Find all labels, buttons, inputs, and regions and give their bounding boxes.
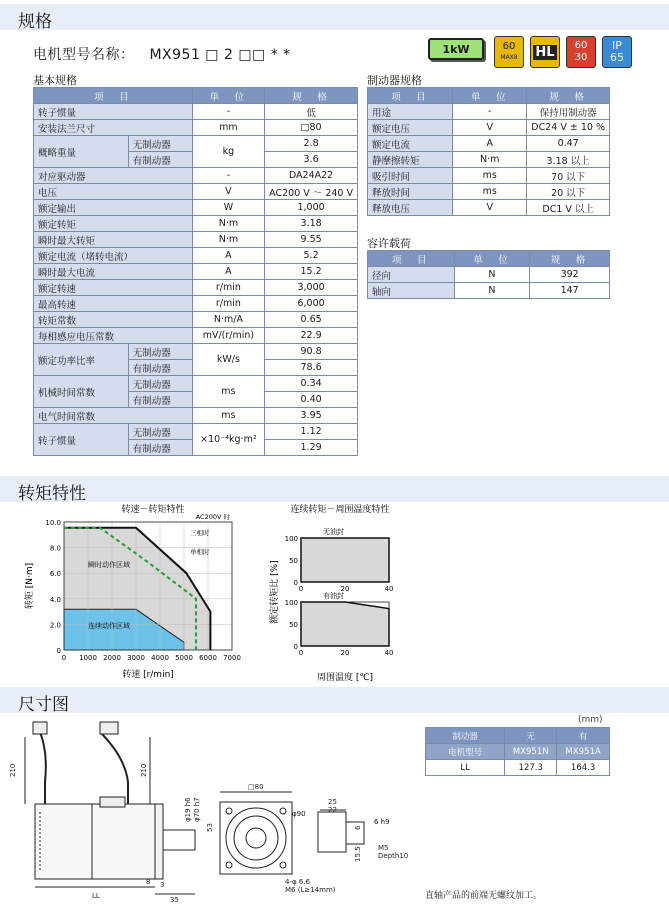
dims-cell: 127.3: [505, 760, 557, 776]
row-label: 机械时间常数: [34, 376, 129, 408]
row-label: 电气时间常数: [34, 408, 193, 424]
x-tick-label: 0: [298, 585, 304, 593]
row-value: DC1 V 以上: [527, 200, 610, 216]
header-item: 项 目: [368, 251, 455, 267]
row-value: DC24 V ± 10 %: [527, 120, 610, 136]
row-sublabel: 有制动器: [128, 440, 192, 456]
panel-label: 有油封: [323, 592, 344, 600]
row-value: 20 以下: [527, 184, 610, 200]
row-label: 径向: [368, 267, 455, 283]
row-value: DA24A22: [265, 168, 358, 184]
row-value: 78.6: [265, 360, 358, 376]
dim-8: 8: [146, 878, 151, 886]
chart1-ylabel: 转矩 [N·m]: [25, 562, 35, 610]
encoder-connector: [100, 722, 118, 734]
row-label: 额定转速: [34, 280, 193, 296]
dim-210-a: 210: [9, 763, 17, 777]
table-row: [34, 168, 358, 184]
panel-label: 无油封: [323, 528, 344, 536]
row-unit: V: [453, 120, 527, 136]
flange: [155, 804, 163, 879]
row-value: 392: [530, 267, 610, 283]
y-tick-label: 100: [284, 599, 298, 607]
dim-15-5: 15.5: [354, 846, 362, 862]
row-sublabel: 无制动器: [128, 344, 192, 360]
frequency-icon: [566, 36, 596, 68]
table-row: [368, 136, 610, 152]
row-value: AC200 V ～ 240 V: [265, 184, 358, 200]
x-tick-label: 20: [340, 649, 350, 657]
chart2-title: 连续转矩－周围温度特性: [290, 505, 390, 515]
table-row: [368, 152, 610, 168]
row-unit: N·m: [453, 152, 527, 168]
temp-torque-chart: [265, 500, 415, 685]
row-unit: N·m/A: [192, 312, 264, 328]
y-tick-label: 0: [293, 579, 298, 587]
header-spec: 规 格: [265, 88, 358, 104]
load-spec-title: 容许载荷: [367, 237, 411, 250]
row-unit: ms: [192, 408, 264, 424]
table-row: [368, 168, 610, 184]
row-unit: V: [192, 184, 264, 200]
x-tick-label: 5000: [175, 654, 193, 662]
row-value: 0.47: [527, 136, 610, 152]
y-tick-label: 2.0: [49, 621, 61, 630]
x-tick-label: 1000: [79, 654, 97, 662]
x-tick-label: 2000: [103, 654, 121, 662]
row-value: 6,000: [265, 296, 358, 312]
dims-header-1: 无: [505, 728, 557, 744]
dim-depth: Depth10: [378, 852, 409, 860]
table-row: [368, 120, 610, 136]
dim-sq80: □80: [248, 783, 264, 791]
row-unit: A: [192, 264, 264, 280]
table-row: [368, 104, 610, 120]
x-tick-label: 40: [384, 649, 394, 657]
dim-210-b: 210: [140, 763, 148, 777]
y-tick-label: 0: [293, 643, 298, 651]
model-name-line: [33, 44, 291, 64]
dims-note: 直轴产品的前端无螺纹加工。: [425, 891, 543, 901]
row-sublabel: 有制动器: [128, 392, 192, 408]
table-row: [34, 280, 358, 296]
row-unit: -: [192, 168, 264, 184]
row-unit: ms: [453, 168, 527, 184]
table-header-row: [368, 251, 610, 267]
dim-53: 53: [206, 823, 214, 832]
header-unit: 单 位: [453, 88, 527, 104]
dims-header-0: 制动器: [426, 728, 505, 744]
table-row: [426, 760, 610, 776]
y-tick-label: 100: [284, 535, 298, 543]
row-label: 用途: [368, 104, 453, 120]
table-row: [34, 248, 358, 264]
brake-spec-title: 制动器规格: [367, 74, 422, 87]
dim-m5: M5: [378, 844, 389, 852]
x-tick-label: 6000: [199, 654, 217, 662]
row-label: 额定输出: [34, 200, 193, 216]
row-unit: -: [192, 104, 264, 120]
basic-spec-title: 基本规格: [33, 74, 77, 87]
row-label: 额定电流（堵转电流）: [34, 248, 193, 264]
table-row: [34, 184, 358, 200]
shaft: [163, 830, 195, 850]
row-value: 9.55: [265, 232, 358, 248]
dims-table: [425, 727, 610, 776]
row-label: 瞬时最大电流: [34, 264, 193, 280]
section-title-torque: 转矩特性: [18, 484, 86, 504]
row-unit: ms: [192, 376, 264, 408]
row-value: 15.2: [265, 264, 358, 280]
legend-three-phase: 三相时: [190, 528, 210, 537]
y-tick-label: 8.0: [49, 544, 61, 553]
basic-spec-table: [33, 87, 358, 456]
section-title-dims: 尺寸图: [18, 695, 69, 715]
table-header-row: [368, 88, 610, 104]
row-value: 3.95: [265, 408, 358, 424]
row-unit: ms: [453, 184, 527, 200]
row-value: 3.6: [265, 152, 358, 168]
panel-area: [301, 538, 389, 582]
table-row: [368, 200, 610, 216]
chart1-note: AC200V 时: [195, 513, 230, 521]
motor-body: [35, 804, 155, 879]
row-unit: A: [192, 248, 264, 264]
panel-area: [301, 602, 389, 646]
dim-3: 3: [160, 881, 165, 889]
row-unit: r/min: [192, 280, 264, 296]
row-label: 释放时间: [368, 184, 453, 200]
row-label: 电压: [34, 184, 193, 200]
table-row: [34, 104, 358, 120]
row-value: 5.2: [265, 248, 358, 264]
row-sublabel: 无制动器: [128, 136, 192, 152]
row-value: 保持用制动器: [527, 104, 610, 120]
header-item: 项 目: [34, 88, 193, 104]
model-label: 电机型号名称：: [33, 47, 135, 63]
dim-6: 6: [354, 825, 362, 830]
row-unit: kW/s: [192, 344, 264, 376]
row-unit: -: [453, 104, 527, 120]
row-unit: N·m: [192, 216, 264, 232]
row-value: 1.12: [265, 424, 358, 440]
row-value: 0.65: [265, 312, 358, 328]
row-value: 70 以下: [527, 168, 610, 184]
row-label: 转矩常数: [34, 312, 193, 328]
row-sublabel: 无制动器: [128, 424, 192, 440]
row-sublabel: 有制动器: [128, 152, 192, 168]
dim-m6: M6 (L≥14mm): [285, 886, 336, 894]
dims-cell: 164.3: [557, 760, 610, 776]
row-label: 释放电压: [368, 200, 453, 216]
dims-header-2: 有: [557, 728, 610, 744]
power-badge: [428, 38, 484, 60]
header-unit: 单 位: [192, 88, 264, 104]
row-label: 吸引时间: [368, 168, 453, 184]
row-label: 对应驱动器: [34, 168, 193, 184]
chart1-title: 转速－转矩特性: [121, 505, 185, 515]
row-value: 2.8: [265, 136, 358, 152]
dims-cell: 电机型号: [426, 744, 505, 760]
ip65-icon: [602, 36, 632, 68]
x-tick-label: 40: [384, 585, 394, 593]
section-header-dims: [0, 687, 669, 713]
dim-phi19: φ19 h6: [184, 797, 192, 822]
power-badge-label: 1kW: [442, 42, 470, 56]
table-row: [34, 344, 358, 360]
hl-icon: [530, 36, 560, 68]
table-row: [34, 424, 358, 440]
ip65-icon-top: IP: [612, 39, 622, 52]
x-tick-label: 4000: [151, 654, 169, 662]
row-label: 额定电压: [368, 120, 453, 136]
dimension-drawing: [0, 712, 420, 912]
y-tick-label: 4.0: [49, 595, 61, 604]
row-value: 0.34: [265, 376, 358, 392]
dim-4-phi: 4-φ 6.6: [285, 878, 310, 886]
row-value: 147: [530, 283, 610, 299]
row-value: 3,000: [265, 280, 358, 296]
table-row: [426, 744, 610, 760]
table-row: [368, 283, 610, 299]
y-tick-label: 0: [56, 647, 61, 655]
row-value: 低: [265, 104, 358, 120]
row-sublabel: 无制动器: [128, 376, 192, 392]
y-tick-label: 50: [289, 621, 298, 629]
connector-block: [100, 797, 125, 807]
table-row: [368, 267, 610, 283]
row-unit: N: [454, 267, 530, 283]
power-cable: [40, 732, 46, 807]
table-row: [34, 120, 358, 136]
frequency-icon-top: 60: [574, 40, 588, 51]
table-row: [34, 136, 358, 152]
row-value: □80: [265, 120, 358, 136]
shaft-end-detail: [318, 812, 346, 852]
x-tick-label: 20: [340, 585, 350, 593]
region-instant-label: 瞬时动作区域: [88, 560, 130, 569]
dim-22: 22: [328, 806, 337, 814]
header-spec: 规 格: [527, 88, 610, 104]
row-value: 3.18: [265, 216, 358, 232]
table-row: [34, 264, 358, 280]
row-unit: V: [453, 200, 527, 216]
row-value: 3.18 以上: [527, 152, 610, 168]
row-unit: A: [453, 136, 527, 152]
header-spec: 规 格: [530, 251, 610, 267]
row-value: 0.40: [265, 392, 358, 408]
region-continuous-label: 连续动作区域: [88, 622, 130, 631]
dim-35: 35: [170, 896, 179, 904]
y-tick-label: 6.0: [49, 570, 61, 579]
table-row: [34, 200, 358, 216]
encoder-cable: [100, 732, 128, 807]
brake-spec-table: [367, 87, 610, 216]
row-value: 90.8: [265, 344, 358, 360]
chart2-ylabel: 额定转矩比 [%]: [270, 560, 280, 624]
table-row: [34, 296, 358, 312]
table-row: [34, 232, 358, 248]
row-unit: mm: [192, 120, 264, 136]
row-unit: ×10⁻⁴kg·m²: [192, 424, 264, 456]
header-unit: 单 位: [454, 251, 530, 267]
row-unit: W: [192, 200, 264, 216]
row-value: 1,000: [265, 200, 358, 216]
ip65-icon-bottom: 65: [610, 51, 624, 64]
chart1-xlabel: 转速 [r/min]: [122, 670, 174, 680]
y-tick-label: 50: [289, 557, 298, 565]
table-row: [34, 408, 358, 424]
table-header-row: [426, 728, 610, 744]
row-sublabel: 有制动器: [128, 360, 192, 376]
row-label: 额定转矩: [34, 216, 193, 232]
max-speed-icon-bottom: MAX8: [500, 54, 518, 61]
row-label: 瞬时最大转矩: [34, 232, 193, 248]
model-code: MX951 □ 2 □□ * *: [149, 47, 291, 63]
table-row: [368, 184, 610, 200]
row-unit: kg: [192, 136, 264, 168]
dims-unit: (mm): [578, 715, 603, 725]
table-row: [34, 376, 358, 392]
row-label: 安装法兰尺寸: [34, 120, 193, 136]
x-tick-label: 3000: [127, 654, 145, 662]
row-label: 额定电流: [368, 136, 453, 152]
legend-single-phase: 单相时: [190, 548, 210, 556]
x-tick-label: 7000: [223, 654, 241, 662]
chart2-xlabel: 周围温度 [℃]: [317, 673, 373, 683]
section-header-spec: [0, 4, 669, 30]
dim-phi90: φ90: [292, 810, 306, 818]
row-label: 转子惯量: [34, 104, 193, 120]
row-label: 转子惯量: [34, 424, 129, 456]
y-tick-label: 10.0: [45, 519, 61, 527]
speed-torque-chart: [20, 500, 260, 685]
row-unit: N: [454, 283, 530, 299]
dims-cell: MX951N: [505, 744, 557, 760]
max-speed-icon: [494, 36, 524, 68]
section-header-torque: [0, 476, 669, 502]
row-label: 每相感应电压常数: [34, 328, 193, 344]
x-tick-label: 0: [298, 649, 304, 657]
load-spec-table: [367, 250, 610, 299]
table-row: [34, 216, 358, 232]
table-row: [34, 312, 358, 328]
power-connector: [33, 722, 47, 734]
max-speed-icon-top: 60: [502, 41, 516, 52]
hl-icon-label: HL: [535, 44, 555, 60]
dim-ll: LL: [92, 892, 100, 900]
row-value: 22.9: [265, 328, 358, 344]
dims-cell: LL: [426, 760, 505, 776]
dim-25: 25: [328, 798, 337, 806]
row-unit: mV/(r/min): [192, 328, 264, 344]
row-value: 1.29: [265, 440, 358, 456]
row-label: 轴向: [368, 283, 455, 299]
table-header-row: [34, 88, 358, 104]
dim-6h9: 6 h9: [374, 818, 390, 826]
row-label: 最高转速: [34, 296, 193, 312]
row-label: 概略重量: [34, 136, 129, 168]
frequency-icon-bottom: 30: [574, 52, 588, 63]
row-label: 静摩擦转矩: [368, 152, 453, 168]
row-label: 额定功率比率: [34, 344, 129, 376]
row-unit: r/min: [192, 296, 264, 312]
dim-phi70: φ70 h7: [193, 797, 201, 822]
table-row: [34, 328, 358, 344]
section-title-spec: 规格: [18, 12, 52, 32]
header-item: 项 目: [368, 88, 453, 104]
row-unit: N·m: [192, 232, 264, 248]
x-tick-label: 0: [61, 654, 67, 662]
dims-cell: MX951A: [557, 744, 610, 760]
